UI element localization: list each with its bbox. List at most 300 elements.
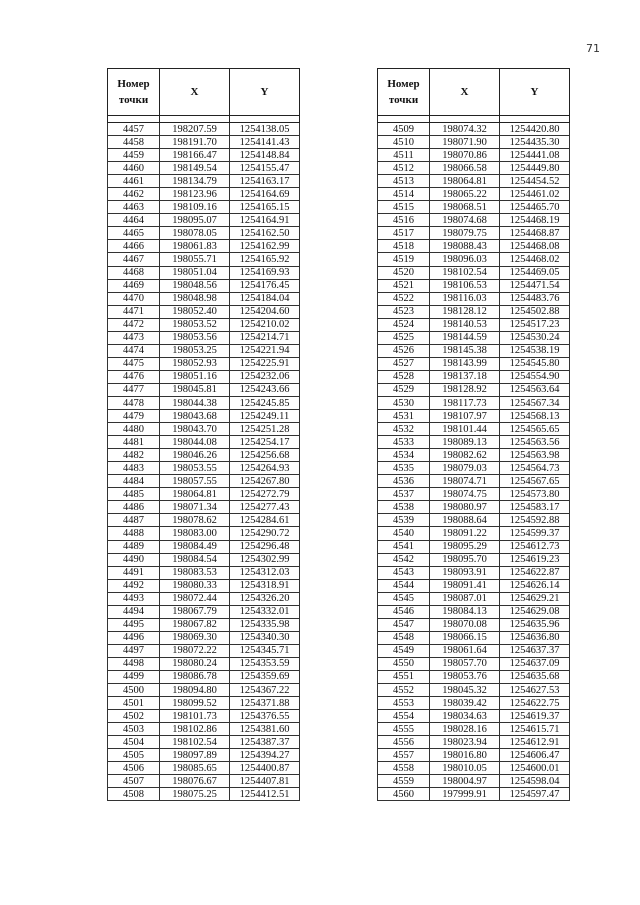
header-point-number: Номер точки (378, 69, 430, 116)
cell-y: 1254637.09 (500, 657, 570, 670)
cell-x: 198048.98 (160, 292, 230, 305)
cell-point-number: 4480 (108, 423, 160, 436)
cell-y: 1254627.53 (500, 684, 570, 697)
table-row (378, 736, 570, 749)
cell-point-number: 4501 (108, 697, 160, 710)
cell-x: 198128.92 (430, 383, 500, 396)
cell-point-number: 4502 (108, 710, 160, 723)
cell-x: 198088.64 (430, 514, 500, 527)
cell-y: 1254290.72 (230, 527, 300, 540)
table-row (108, 383, 300, 396)
cell-x: 198083.53 (160, 566, 230, 579)
cell-x: 198191.70 (160, 136, 230, 149)
cell-x: 198061.83 (160, 240, 230, 253)
table-row (108, 227, 300, 240)
cell-y: 1254210.02 (230, 318, 300, 331)
cell-y: 1254155.47 (230, 162, 300, 175)
header-spacer-row (378, 116, 570, 123)
table-row (108, 788, 300, 801)
spacer-cell (500, 116, 570, 123)
table-row (108, 579, 300, 592)
cell-y: 1254312.03 (230, 566, 300, 579)
cell-x: 198044.38 (160, 396, 230, 409)
table-row (378, 201, 570, 214)
cell-y: 1254612.73 (500, 540, 570, 553)
table-row (378, 670, 570, 683)
cell-y: 1254502.88 (500, 305, 570, 318)
table-row (108, 736, 300, 749)
table-row (378, 344, 570, 357)
cell-y: 1254176.45 (230, 279, 300, 292)
cell-point-number: 4520 (378, 266, 430, 279)
table-row (378, 188, 570, 201)
cell-y: 1254622.75 (500, 697, 570, 710)
table-row (108, 357, 300, 370)
cell-x: 198010.05 (430, 762, 500, 775)
cell-point-number: 4469 (108, 279, 160, 292)
cell-y: 1254619.37 (500, 710, 570, 723)
cell-x: 198028.16 (430, 723, 500, 736)
cell-y: 1254138.05 (230, 123, 300, 136)
cell-x: 198117.73 (430, 396, 500, 409)
table-row (108, 149, 300, 162)
cell-point-number: 4545 (378, 592, 430, 605)
cell-x: 198074.71 (430, 475, 500, 488)
cell-point-number: 4542 (378, 553, 430, 566)
table-row (108, 162, 300, 175)
cell-y: 1254469.05 (500, 266, 570, 279)
table-row (108, 436, 300, 449)
table-row (378, 592, 570, 605)
cell-y: 1254254.17 (230, 436, 300, 449)
cell-y: 1254554.90 (500, 370, 570, 383)
cell-y: 1254612.91 (500, 736, 570, 749)
cell-y: 1254345.71 (230, 644, 300, 657)
cell-x: 198088.43 (430, 240, 500, 253)
cell-point-number: 4491 (108, 566, 160, 579)
table-header-row (378, 69, 570, 116)
header-y: Y (500, 69, 570, 116)
cell-y: 1254461.02 (500, 188, 570, 201)
spacer-cell (378, 116, 430, 123)
table-row (108, 618, 300, 631)
table-row (378, 214, 570, 227)
cell-x: 198102.54 (160, 736, 230, 749)
table-row (108, 175, 300, 188)
cell-y: 1254435.30 (500, 136, 570, 149)
cell-y: 1254615.71 (500, 723, 570, 736)
cell-y: 1254221.94 (230, 344, 300, 357)
table-row (108, 670, 300, 683)
cell-point-number: 4540 (378, 527, 430, 540)
cell-y: 1254225.91 (230, 357, 300, 370)
cell-x: 198067.79 (160, 605, 230, 618)
cell-y: 1254441.08 (500, 149, 570, 162)
cell-point-number: 4500 (108, 684, 160, 697)
spacer-cell (160, 116, 230, 123)
cell-point-number: 4559 (378, 775, 430, 788)
cell-point-number: 4514 (378, 188, 430, 201)
table-row (378, 136, 570, 149)
cell-x: 198055.71 (160, 253, 230, 266)
cell-point-number: 4499 (108, 670, 160, 683)
cell-x: 198143.99 (430, 357, 500, 370)
table-row (108, 370, 300, 383)
cell-point-number: 4471 (108, 305, 160, 318)
cell-point-number: 4507 (108, 775, 160, 788)
cell-y: 1254420.80 (500, 123, 570, 136)
header-x: X (160, 69, 230, 116)
cell-x: 198091.41 (430, 579, 500, 592)
cell-y: 1254277.43 (230, 501, 300, 514)
cell-point-number: 4555 (378, 723, 430, 736)
table-row (108, 592, 300, 605)
cell-x: 198051.04 (160, 266, 230, 279)
table-row (108, 331, 300, 344)
table-row (378, 488, 570, 501)
cell-x: 198083.00 (160, 527, 230, 540)
table-row (108, 266, 300, 279)
cell-x: 198101.73 (160, 710, 230, 723)
cell-x: 198128.12 (430, 305, 500, 318)
cell-x: 198116.03 (430, 292, 500, 305)
cell-x: 198070.86 (430, 149, 500, 162)
cell-point-number: 4462 (108, 188, 160, 201)
table-row (108, 631, 300, 644)
cell-y: 1254622.87 (500, 566, 570, 579)
cell-point-number: 4547 (378, 618, 430, 631)
cell-point-number: 4519 (378, 253, 430, 266)
cell-x: 198095.29 (430, 540, 500, 553)
cell-point-number: 4512 (378, 162, 430, 175)
cell-x: 198071.34 (160, 501, 230, 514)
cell-x: 198076.67 (160, 775, 230, 788)
cell-point-number: 4470 (108, 292, 160, 305)
table-row (108, 292, 300, 305)
cell-y: 1254471.54 (500, 279, 570, 292)
table-row (378, 762, 570, 775)
cell-point-number: 4498 (108, 657, 160, 670)
table-row (378, 331, 570, 344)
cell-x: 198061.64 (430, 644, 500, 657)
cell-point-number: 4496 (108, 631, 160, 644)
cell-y: 1254449.80 (500, 162, 570, 175)
table-row (378, 240, 570, 253)
cell-y: 1254164.69 (230, 188, 300, 201)
cell-x: 198078.05 (160, 227, 230, 240)
table-row (378, 175, 570, 188)
cell-y: 1254599.37 (500, 527, 570, 540)
cell-y: 1254387.37 (230, 736, 300, 749)
cell-x: 198102.54 (430, 266, 500, 279)
cell-x: 198080.97 (430, 501, 500, 514)
cell-y: 1254148.84 (230, 149, 300, 162)
cell-x: 198078.62 (160, 514, 230, 527)
cell-point-number: 4521 (378, 279, 430, 292)
table-row (108, 723, 300, 736)
cell-point-number: 4510 (378, 136, 430, 149)
cell-point-number: 4541 (378, 540, 430, 553)
cell-y: 1254165.15 (230, 201, 300, 214)
cell-point-number: 4524 (378, 318, 430, 331)
cell-point-number: 4493 (108, 592, 160, 605)
cell-y: 1254564.73 (500, 462, 570, 475)
cell-x: 198084.49 (160, 540, 230, 553)
cell-point-number: 4558 (378, 762, 430, 775)
cell-point-number: 4477 (108, 383, 160, 396)
table-row (108, 279, 300, 292)
cell-x: 198053.25 (160, 344, 230, 357)
cell-y: 1254606.47 (500, 749, 570, 762)
table-row (378, 396, 570, 409)
cell-x: 198079.75 (430, 227, 500, 240)
cell-y: 1254267.80 (230, 475, 300, 488)
cell-x: 198023.94 (430, 736, 500, 749)
table-row (108, 201, 300, 214)
cell-point-number: 4461 (108, 175, 160, 188)
cell-x: 198095.07 (160, 214, 230, 227)
table-row (108, 475, 300, 488)
cell-y: 1254483.76 (500, 292, 570, 305)
table-row (378, 514, 570, 527)
cell-y: 1254162.50 (230, 227, 300, 240)
cell-x: 198099.52 (160, 697, 230, 710)
table-row (108, 188, 300, 201)
cell-point-number: 4531 (378, 410, 430, 423)
cell-x: 198093.91 (430, 566, 500, 579)
cell-y: 1254164.91 (230, 214, 300, 227)
cell-point-number: 4533 (378, 436, 430, 449)
cell-y: 1254302.99 (230, 553, 300, 566)
header-y: Y (230, 69, 300, 116)
cell-x: 198102.86 (160, 723, 230, 736)
cell-point-number: 4457 (108, 123, 160, 136)
cell-x: 198095.70 (430, 553, 500, 566)
cell-x: 198075.25 (160, 788, 230, 801)
cell-y: 1254636.80 (500, 631, 570, 644)
cell-y: 1254249.11 (230, 410, 300, 423)
cell-x: 198080.33 (160, 579, 230, 592)
cell-point-number: 4483 (108, 462, 160, 475)
cell-point-number: 4484 (108, 475, 160, 488)
table-row (378, 710, 570, 723)
cell-point-number: 4517 (378, 227, 430, 240)
cell-x: 198145.38 (430, 344, 500, 357)
table-row (108, 749, 300, 762)
cell-point-number: 4509 (378, 123, 430, 136)
cell-y: 1254353.59 (230, 657, 300, 670)
cell-x: 198134.79 (160, 175, 230, 188)
cell-x: 198123.96 (160, 188, 230, 201)
cell-x: 198044.08 (160, 436, 230, 449)
table-row (108, 410, 300, 423)
table-row (378, 657, 570, 670)
spacer-cell (108, 116, 160, 123)
table-row (108, 396, 300, 409)
cell-x: 198084.13 (430, 605, 500, 618)
table-row (108, 657, 300, 670)
cell-x: 198106.53 (430, 279, 500, 292)
table-row (108, 488, 300, 501)
cell-y: 1254243.66 (230, 383, 300, 396)
table-row (378, 383, 570, 396)
cell-y: 1254468.02 (500, 253, 570, 266)
cell-y: 1254626.14 (500, 579, 570, 592)
cell-point-number: 4554 (378, 710, 430, 723)
cell-x: 198057.70 (430, 657, 500, 670)
cell-x: 198207.59 (160, 123, 230, 136)
cell-point-number: 4527 (378, 357, 430, 370)
table-row (378, 788, 570, 801)
cell-point-number: 4550 (378, 657, 430, 670)
header-x: X (430, 69, 500, 116)
table-row (378, 553, 570, 566)
cell-x: 198137.18 (430, 370, 500, 383)
cell-point-number: 4532 (378, 423, 430, 436)
cell-x: 198082.62 (430, 449, 500, 462)
cell-point-number: 4478 (108, 396, 160, 409)
cell-point-number: 4552 (378, 684, 430, 697)
table-row (108, 462, 300, 475)
cell-point-number: 4523 (378, 305, 430, 318)
cell-x: 198064.81 (430, 175, 500, 188)
cell-point-number: 4530 (378, 396, 430, 409)
cell-x: 198004.97 (430, 775, 500, 788)
cell-y: 1254592.88 (500, 514, 570, 527)
cell-y: 1254563.64 (500, 383, 570, 396)
cell-x: 198046.26 (160, 449, 230, 462)
cell-x: 198085.65 (160, 762, 230, 775)
cell-x: 198053.55 (160, 462, 230, 475)
table-row (108, 318, 300, 331)
cell-x: 198084.54 (160, 553, 230, 566)
cell-y: 1254381.60 (230, 723, 300, 736)
table-row (378, 292, 570, 305)
cell-point-number: 4546 (378, 605, 430, 618)
cell-point-number: 4538 (378, 501, 430, 514)
cell-point-number: 4534 (378, 449, 430, 462)
cell-point-number: 4495 (108, 618, 160, 631)
table-row (378, 305, 570, 318)
table-row (378, 475, 570, 488)
cell-x: 198072.44 (160, 592, 230, 605)
cell-point-number: 4553 (378, 697, 430, 710)
cell-y: 1254214.71 (230, 331, 300, 344)
cell-x: 198087.01 (430, 592, 500, 605)
cell-x: 198091.22 (430, 527, 500, 540)
cell-y: 1254162.99 (230, 240, 300, 253)
cell-x: 198101.44 (430, 423, 500, 436)
cell-x: 198045.81 (160, 383, 230, 396)
cell-point-number: 4515 (378, 201, 430, 214)
table-row (378, 266, 570, 279)
cell-point-number: 4474 (108, 344, 160, 357)
cell-y: 1254468.87 (500, 227, 570, 240)
cell-y: 1254454.52 (500, 175, 570, 188)
cell-point-number: 4492 (108, 579, 160, 592)
table-row (108, 123, 300, 136)
cell-x: 198166.47 (160, 149, 230, 162)
cell-point-number: 4494 (108, 605, 160, 618)
cell-y: 1254635.68 (500, 670, 570, 683)
cell-y: 1254169.93 (230, 266, 300, 279)
cell-point-number: 4487 (108, 514, 160, 527)
cell-x: 197999.91 (430, 788, 500, 801)
cell-point-number: 4486 (108, 501, 160, 514)
cell-y: 1254629.21 (500, 592, 570, 605)
table-row (108, 710, 300, 723)
table-row (378, 605, 570, 618)
coordinates-table-right (377, 68, 570, 801)
cell-y: 1254232.06 (230, 370, 300, 383)
cell-y: 1254573.80 (500, 488, 570, 501)
cell-x: 198052.40 (160, 305, 230, 318)
cell-y: 1254251.28 (230, 423, 300, 436)
cell-y: 1254184.04 (230, 292, 300, 305)
cell-y: 1254256.68 (230, 449, 300, 462)
cell-x: 198096.03 (430, 253, 500, 266)
cell-x: 198107.97 (430, 410, 500, 423)
cell-point-number: 4511 (378, 149, 430, 162)
cell-y: 1254530.24 (500, 331, 570, 344)
table-row (108, 553, 300, 566)
table-row (378, 723, 570, 736)
cell-x: 198074.32 (430, 123, 500, 136)
cell-x: 198074.68 (430, 214, 500, 227)
cell-point-number: 4459 (108, 149, 160, 162)
cell-point-number: 4535 (378, 462, 430, 475)
cell-x: 198053.52 (160, 318, 230, 331)
cell-point-number: 4468 (108, 266, 160, 279)
cell-y: 1254359.69 (230, 670, 300, 683)
cell-x: 198039.42 (430, 697, 500, 710)
cell-point-number: 4536 (378, 475, 430, 488)
coordinates-table-left (107, 68, 300, 801)
cell-point-number: 4473 (108, 331, 160, 344)
cell-point-number: 4504 (108, 736, 160, 749)
cell-point-number: 4489 (108, 540, 160, 553)
cell-y: 1254264.93 (230, 462, 300, 475)
cell-x: 198089.13 (430, 436, 500, 449)
table-row (378, 123, 570, 136)
cell-y: 1254296.48 (230, 540, 300, 553)
cell-y: 1254163.17 (230, 175, 300, 188)
table-row (108, 540, 300, 553)
table-header-row (108, 69, 300, 116)
table-row (378, 449, 570, 462)
table-row (378, 318, 570, 331)
cell-point-number: 4505 (108, 749, 160, 762)
cell-point-number: 4539 (378, 514, 430, 527)
cell-point-number: 4549 (378, 644, 430, 657)
cell-y: 1254204.60 (230, 305, 300, 318)
cell-y: 1254598.04 (500, 775, 570, 788)
cell-x: 198149.54 (160, 162, 230, 175)
cell-y: 1254394.27 (230, 749, 300, 762)
cell-x: 198097.89 (160, 749, 230, 762)
table-row (378, 684, 570, 697)
cell-x: 198053.76 (430, 670, 500, 683)
cell-x: 198045.32 (430, 684, 500, 697)
cell-y: 1254407.81 (230, 775, 300, 788)
cell-x: 198086.78 (160, 670, 230, 683)
cell-x: 198053.56 (160, 331, 230, 344)
cell-y: 1254563.56 (500, 436, 570, 449)
spacer-cell (230, 116, 300, 123)
header-point-number: Номер точки (108, 69, 160, 116)
table-row (108, 240, 300, 253)
table-row (378, 410, 570, 423)
